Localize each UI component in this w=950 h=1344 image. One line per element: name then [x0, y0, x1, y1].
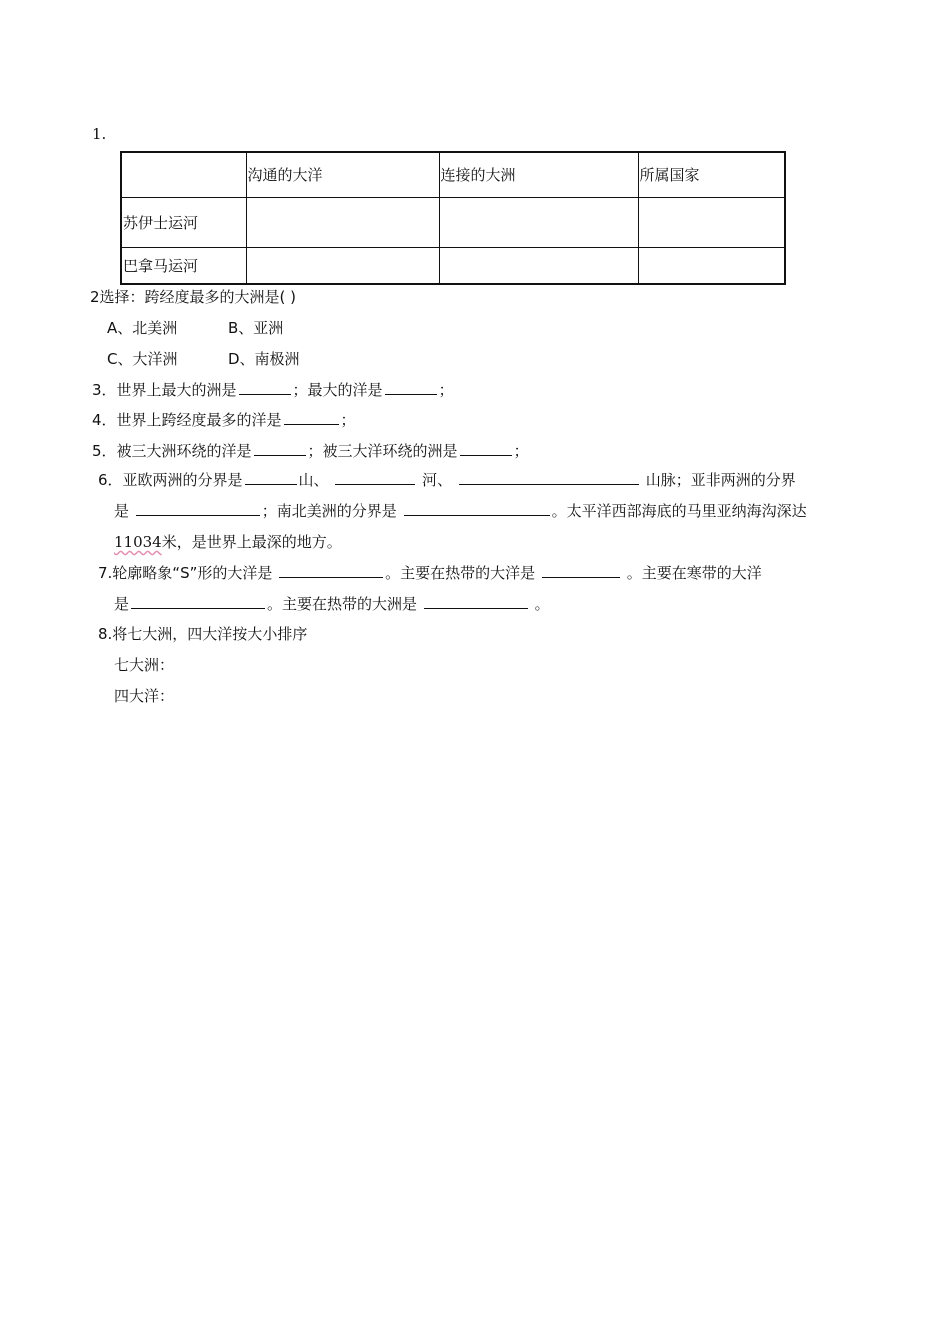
table-cell — [439, 197, 638, 247]
answer-blank[interactable] — [385, 380, 437, 395]
answer-blank[interactable] — [239, 380, 291, 395]
answer-blank[interactable] — [136, 501, 260, 516]
question-6-text-4: 山脉；亚非两洲的分界 — [645, 471, 796, 489]
answer-blank[interactable] — [279, 563, 383, 578]
question-7-text-6: 。 — [534, 595, 550, 613]
table-header-cell: 连接的大洲 — [439, 152, 638, 197]
table-cell — [439, 247, 638, 284]
question-6-text-2: 山、 — [298, 471, 329, 489]
option-c: C、大洋洲 — [107, 350, 178, 368]
question-3-text-3: ； — [438, 381, 454, 399]
question-6-text-1: 6．亚欧两洲的分界是 — [98, 471, 243, 489]
question-7-text-4: 是 — [114, 595, 130, 613]
question-6-line-1 — [98, 470, 796, 490]
option-a: A、北美洲 — [107, 319, 178, 337]
question-7-line-1 — [98, 563, 762, 583]
table-row — [121, 247, 785, 284]
question-8-stem: 8.将七大洲，四大洋按大小排序 — [98, 625, 308, 643]
question-7-text-3: 。主要在寒带的大洋 — [626, 564, 762, 582]
continents-label: 七大洲： — [114, 656, 175, 674]
question-3-text-1: 3．世界上最大的洲是 — [92, 381, 237, 399]
depth-number: 11034 — [114, 533, 162, 551]
oceans-label: 四大洋： — [114, 687, 175, 705]
answer-blank[interactable] — [254, 441, 306, 456]
answer-blank[interactable] — [542, 563, 620, 578]
question-7-text-1: 7.轮廓略象“S”形的大洋是 — [98, 564, 273, 582]
question-4-text-1: 4．世界上跨经度最多的洋是 — [92, 411, 282, 429]
question-4-text-2: ； — [340, 411, 356, 429]
answer-blank[interactable] — [335, 470, 415, 485]
question-2-stem: 2选择：跨经度最多的大洲是( ) — [90, 288, 297, 306]
question-5-text-3: ； — [513, 442, 529, 460]
table-header-cell — [121, 152, 246, 197]
answer-blank[interactable] — [404, 501, 550, 516]
table-row-label: 苏伊士运河 — [121, 197, 246, 247]
question-6-line-2 — [114, 501, 807, 521]
question-6-text-3: 河、 — [422, 471, 453, 489]
canal-table — [120, 151, 786, 285]
table-cell — [638, 247, 785, 284]
table-header-cell: 所属国家 — [638, 152, 785, 197]
option-b: B、亚洲 — [228, 319, 284, 337]
answer-blank[interactable] — [460, 441, 512, 456]
question-6-text-7: 。太平洋西部海底的马里亚纳海沟深达 — [551, 502, 807, 520]
question-5-text-2: ；被三大洋环绕的洲是 — [307, 442, 458, 460]
table-cell — [638, 197, 785, 247]
answer-blank[interactable] — [459, 470, 639, 485]
question-3 — [92, 380, 454, 400]
table-cell — [246, 197, 439, 247]
question-7-text-5: 。主要在热带的大洲是 — [267, 595, 418, 613]
answer-blank[interactable] — [284, 410, 339, 425]
question-5 — [92, 441, 529, 461]
question-6-text-8: 米，是世界上最深的地方。 — [161, 533, 342, 551]
table-header-row — [121, 152, 785, 197]
question-7-line-2 — [114, 594, 550, 614]
table-header-cell: 沟通的大洋 — [246, 152, 439, 197]
table-cell — [246, 247, 439, 284]
answer-blank[interactable] — [424, 594, 528, 609]
answer-blank[interactable] — [131, 594, 265, 609]
question-6-text-5: 是 — [114, 502, 130, 520]
table-row-label: 巴拿马运河 — [121, 247, 246, 284]
question-6-line-3 — [114, 532, 342, 552]
question-3-text-2: ；最大的洋是 — [292, 381, 383, 399]
table-row — [121, 197, 785, 247]
question-5-text-1: 5．被三大洲环绕的洋是 — [92, 442, 252, 460]
option-d: D、南极洲 — [228, 350, 300, 368]
question-6-text-6: ；南北美洲的分界是 — [261, 502, 397, 520]
question-7-text-2: 。主要在热带的大洋是 — [385, 564, 536, 582]
question-4 — [92, 410, 356, 430]
answer-blank[interactable] — [245, 470, 297, 485]
question-1-number: 1. — [92, 125, 107, 143]
